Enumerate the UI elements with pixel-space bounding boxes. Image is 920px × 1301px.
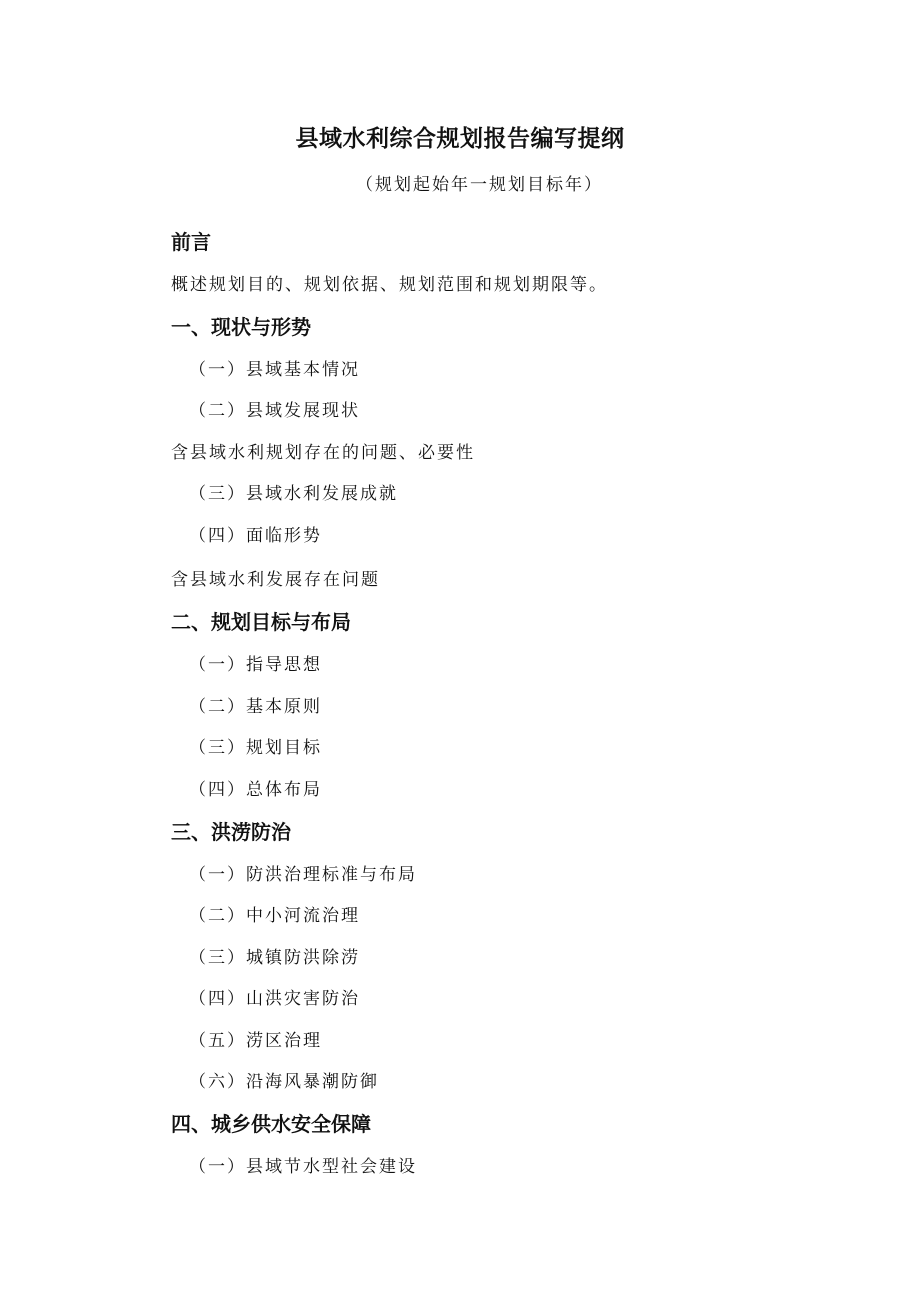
section-1-item-2: （二）县域发展现状 <box>189 401 360 421</box>
section-2-item-4: （四）总体布局 <box>189 780 322 800</box>
section-3-item-2: （二）中小河流治理 <box>189 906 360 926</box>
document-subtitle: （规划起始年一规划目标年） <box>356 175 603 195</box>
preface-text: 概述规划目的、规划依据、规划范围和规划期限等。 <box>171 275 608 295</box>
section-2-item-1: （一）指导思想 <box>189 655 322 675</box>
section-3-item-6: （六）沿海风暴潮防御 <box>189 1072 379 1092</box>
document-title: 县域水利综合规划报告编写提纲 <box>295 126 625 152</box>
section-2-heading: 二、规划目标与布局 <box>171 610 351 634</box>
preface-heading: 前言 <box>171 230 211 254</box>
section-1-item-3: （三）县域水利发展成就 <box>189 484 398 504</box>
section-1-item-1: （一）县域基本情况 <box>189 360 360 380</box>
section-4-heading: 四、城乡供水安全保障 <box>171 1112 371 1136</box>
section-2-item-3: （三）规划目标 <box>189 738 322 758</box>
section-1-heading: 一、现状与形势 <box>171 315 311 339</box>
section-2-item-2: （二）基本原则 <box>189 697 322 717</box>
section-4-item-1: （一）县域节水型社会建设 <box>189 1157 417 1177</box>
section-3-item-4: （四）山洪灾害防治 <box>189 989 360 1009</box>
section-1-item-4: （四）面临形势 <box>189 526 322 546</box>
section-1-note-1: 含县域水利规划存在的问题、必要性 <box>171 443 475 463</box>
section-1-note-2: 含县域水利发展存在问题 <box>171 570 380 590</box>
section-3-item-1: （一）防洪治理标准与布局 <box>189 865 417 885</box>
section-3-item-3: （三）城镇防洪除涝 <box>189 948 360 968</box>
section-3-item-5: （五）涝区治理 <box>189 1031 322 1051</box>
section-3-heading: 三、洪涝防治 <box>171 820 291 844</box>
